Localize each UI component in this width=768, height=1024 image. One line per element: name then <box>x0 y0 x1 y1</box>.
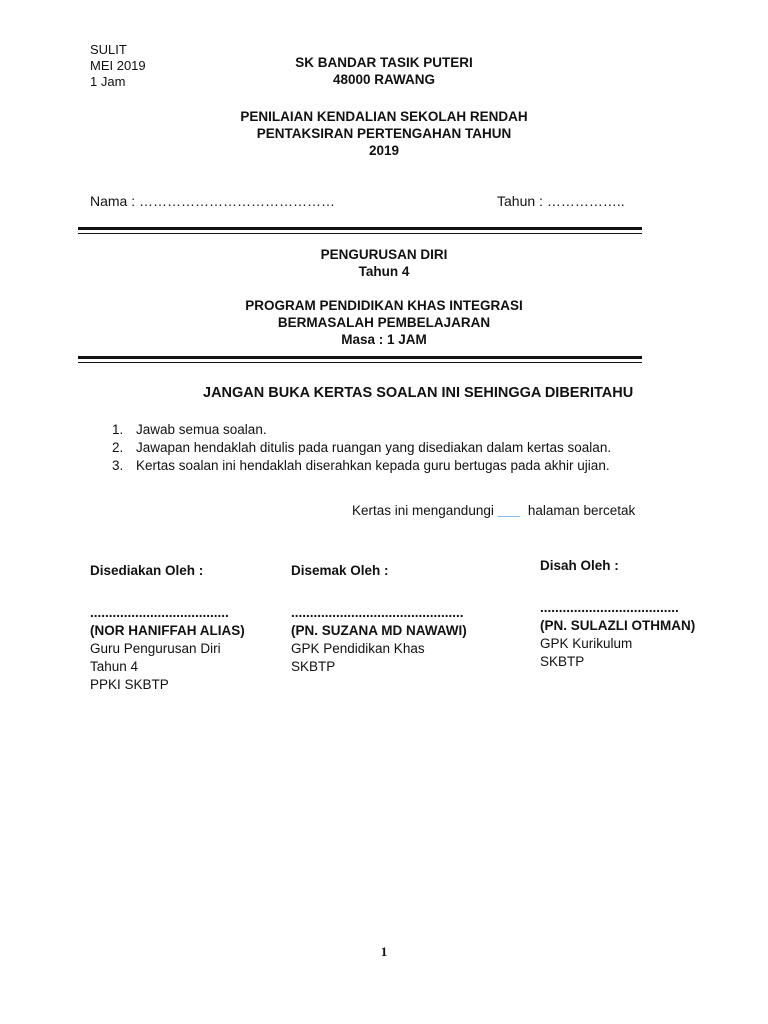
program-line2: BERMASALAH PEMBELAJARAN <box>277 315 491 330</box>
instruction-text: Kertas soalan ini hendaklah diserahkan kepada guru bertugas pada akhir ujian. <box>136 458 610 473</box>
exam-title-line2: PENTAKSIRAN PERTENGAHAN TAHUN <box>256 126 512 141</box>
signature-role: GPK Kurikulum <box>540 636 633 651</box>
instruction-item <box>112 421 712 439</box>
instruction-number: 3. <box>112 458 124 473</box>
instruction-item <box>112 457 712 475</box>
grade-label: Tahun 4 <box>358 264 410 279</box>
exam-title-line1: PENILAIAN KENDALIAN SEKOLAH RENDAH <box>240 109 528 124</box>
signature-checked-by <box>291 562 467 676</box>
signature-heading: Disediakan Oleh : <box>90 563 204 578</box>
pages-note <box>352 503 635 518</box>
program-line1: PROGRAM PENDIDIKAN KHAS INTEGRASI <box>245 298 523 313</box>
signature-name: (PN. SULAZLI OTHMAN) <box>540 618 696 633</box>
instruction-text: Jawab semua soalan. <box>136 422 267 437</box>
signature-dots: ..................................... <box>540 600 679 615</box>
subject-block <box>0 246 768 280</box>
school-name: SK BANDAR TASIK PUTERI <box>295 55 473 70</box>
signature-dots: ..................................... <box>90 605 229 620</box>
divider-bottom-thick <box>78 356 642 359</box>
instruction-number: 2. <box>112 440 124 455</box>
pages-count-blank[interactable]: ___ <box>497 503 521 518</box>
exam-year: 2019 <box>368 143 400 158</box>
subject-title: PENGURUSAN DIRI <box>320 247 448 262</box>
signature-approved-by <box>540 557 695 671</box>
instruction-number: 1. <box>112 422 124 437</box>
signature-heading: Disemak Oleh : <box>291 563 389 578</box>
signature-role: Guru Pengurusan Diri <box>90 641 221 656</box>
instruction-text: Jawapan hendaklah ditulis pada ruangan yang disediakan dalam kertas soalan. <box>136 440 612 455</box>
month-year-label: MEI 2019 <box>90 58 146 73</box>
signature-prepared-by <box>90 562 245 694</box>
signature-role: PPKI SKBTP <box>90 677 169 692</box>
signature-dots: .............................................. <box>291 605 464 620</box>
divider-top-thin <box>78 233 642 234</box>
duration-title: Masa : 1 JAM <box>341 332 427 347</box>
signature-role: Tahun 4 <box>90 659 139 674</box>
year-field[interactable]: Tahun : …………….. <box>497 193 625 209</box>
divider-top-thick <box>78 227 642 230</box>
divider-bottom-thin <box>78 362 642 363</box>
pages-note-suffix: halaman bercetak <box>527 503 636 518</box>
page-number: 1 <box>380 944 388 959</box>
duration-label: 1 Jam <box>90 74 126 89</box>
signature-heading: Disah Oleh : <box>540 558 619 573</box>
instruction-item <box>112 439 712 457</box>
exam-header <box>0 108 768 159</box>
signature-role: GPK Pendidikan Khas <box>291 641 425 656</box>
sulit-label: SULIT <box>90 42 127 57</box>
school-header <box>0 54 768 88</box>
signature-role: SKBTP <box>291 659 336 674</box>
school-address: 48000 RAWANG <box>332 72 436 87</box>
signature-name: (NOR HANIFFAH ALIAS) <box>90 623 245 638</box>
program-block <box>0 297 768 348</box>
signature-name: (PN. SUZANA MD NAWAWI) <box>291 623 467 638</box>
warning-notice: JANGAN BUKA KERTAS SOALAN INI SEHINGGA DIBERITAHU <box>203 385 634 401</box>
signature-role: SKBTP <box>540 654 585 669</box>
name-field[interactable]: Nama : …………………………………… <box>90 193 336 209</box>
pages-note-prefix: Kertas ini mengandungi <box>352 503 494 518</box>
